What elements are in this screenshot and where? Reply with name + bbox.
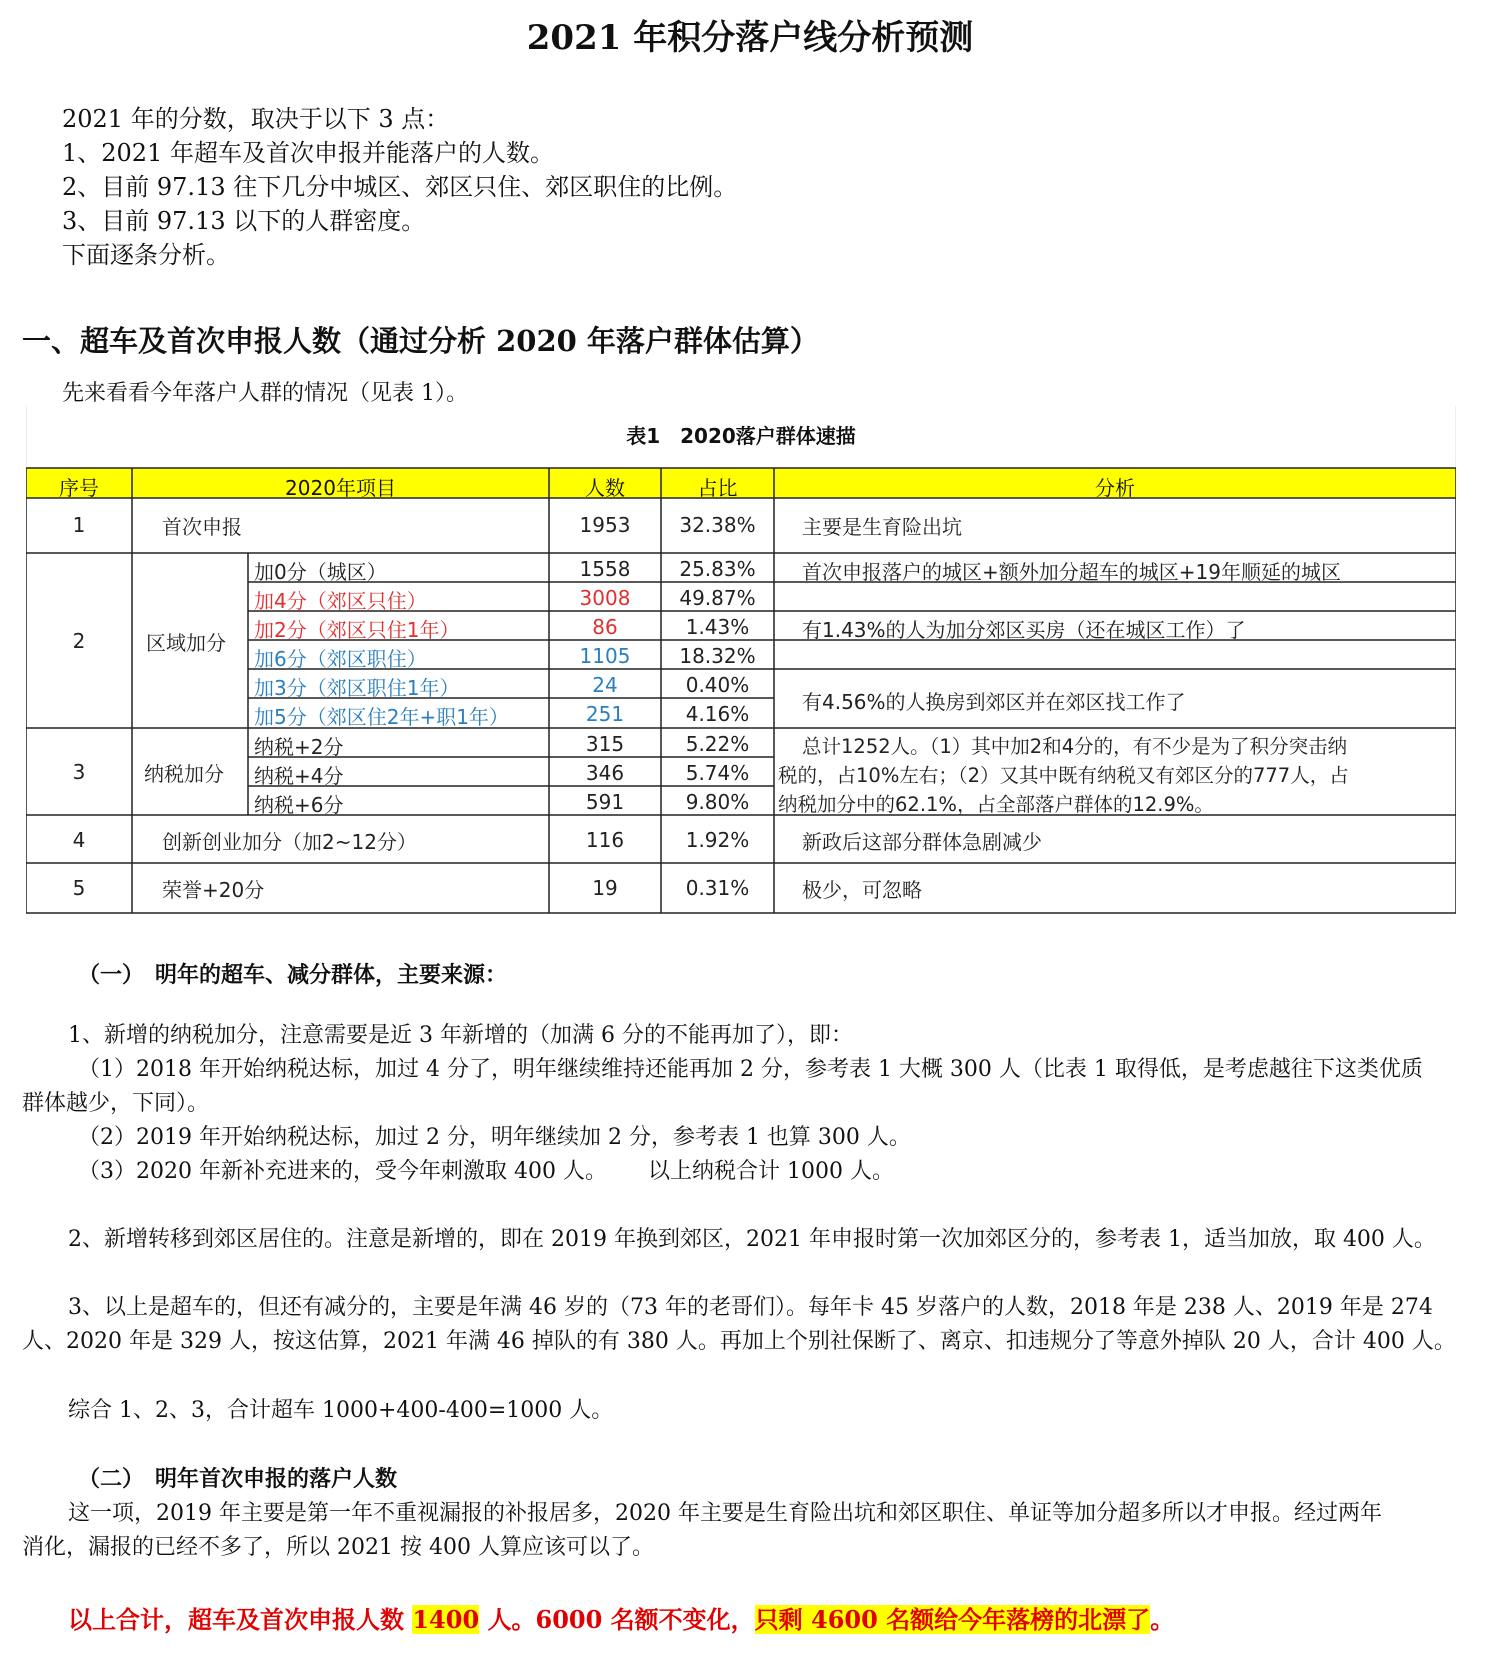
row-percent: 1.92%: [685, 828, 750, 852]
table-caption: 表1 2020落户群体速描: [626, 424, 856, 448]
row-number: 5: [72, 876, 86, 900]
paragraph: 以上纳税合计 1000 人。: [648, 1159, 894, 1184]
row-subitem: 加5分（郊区住2年+职1年）: [254, 705, 509, 729]
row-percent: 5.74%: [685, 761, 750, 785]
paragraph: 人、2020 年是 329 人，按这估算，2021 年满 46 掉队的有 380 人。再加上个别社保断了、离京、扣违规分了等意外掉队 20 人，合计 400 人。: [22, 1329, 1456, 1354]
table-header: 占比: [697, 476, 738, 500]
row-group: 区域加分: [146, 631, 226, 655]
row-item: 荣誉+20分: [162, 878, 265, 902]
row-analysis: 新政后这部分群体急剧减少: [802, 830, 1042, 854]
row-count: 1953: [579, 513, 631, 537]
row-analysis: 有1.43%的人为加分郊区买房（还在城区工作）了: [802, 618, 1246, 642]
intro-line: 下面逐条分析。: [62, 241, 230, 269]
row-analysis: 主要是生育险出坑: [802, 515, 962, 539]
row-percent: 0.31%: [685, 876, 750, 900]
row-count: 19: [592, 876, 618, 900]
section-lead: 先来看看今年落户人群的情况（见表 1）。: [62, 381, 468, 406]
row-percent: 18.32%: [679, 644, 756, 668]
row-analysis: 税的，占10%左右；（2）又其中既有纳税又有郊区分的777人，占: [778, 764, 1349, 787]
highlight-number: 1400: [412, 1605, 480, 1634]
table-header: 分析: [1095, 476, 1135, 500]
row-count: 591: [585, 790, 625, 814]
row-number: 2: [72, 629, 86, 653]
row-count: 1105: [579, 644, 631, 668]
population-table: [26, 406, 1456, 914]
intro-line: 1、2021 年超车及首次申报并能落户的人数。: [62, 139, 554, 167]
intro-line: 2、目前 97.13 往下几分中城区、郊区只住、郊区职住的比例。: [62, 173, 738, 201]
paragraph: （2）2019 年开始纳税达标，加过 2 分，明年继续加 2 分，参考表 1 也算 300 人。: [78, 1125, 911, 1150]
row-count: 3008: [579, 586, 631, 610]
row-analysis: 总计1252人。（1）其中加2和4分的，有不少是为了积分突击纳: [802, 735, 1348, 758]
row-count: 86: [592, 615, 618, 639]
row-count: 315: [585, 732, 625, 756]
row-percent: 0.40%: [685, 673, 750, 697]
intro-line: 3、目前 97.13 以下的人群密度。: [62, 207, 426, 235]
row-subitem: 纳税+6分: [254, 793, 344, 817]
table-header: 序号: [59, 476, 99, 500]
row-subitem: 加6分（郊区职住）: [254, 647, 427, 671]
row-subitem: 加0分（城区）: [254, 560, 387, 584]
row-count: 1558: [579, 557, 631, 581]
paragraph: 消化，漏报的已经不多了，所以 2021 按 400 人算应该可以了。: [22, 1535, 654, 1560]
intro-line: 2021 年的分数，取决于以下 3 点：: [62, 105, 450, 133]
paragraph: 2、新增转移到郊区居住的。注意是新增的，即在 2019 年换到郊区，2021 年申报时第一次加郊区分的，参考表 1，适当加放，取 400 人。: [68, 1227, 1436, 1252]
paragraph: 群体越少，下同）。: [22, 1091, 210, 1116]
page-title: 2021 年积分落户线分析预测: [526, 18, 974, 58]
row-analysis: 有4.56%的人换房到郊区并在郊区找工作了: [802, 690, 1186, 714]
paragraph: 这一项，2019 年主要是第一年不重视漏报的补报居多，2020 年主要是生育险出坑和郊区职住、单证等加分超多所以才申报。经过两年: [68, 1501, 1382, 1526]
row-subitem: 加2分（郊区只住1年）: [254, 618, 460, 642]
row-percent: 5.22%: [685, 732, 750, 756]
paragraph: （1）2018 年开始纳税达标，加过 4 分了，明年继续维持还能再加 2 分，参考表 1 大概 300 人（比表 1 取得低，是考虑越往下这类优质: [78, 1057, 1423, 1082]
row-count: 346: [585, 761, 625, 785]
section-heading: 一、超车及首次申报人数（通过分析 2020 年落户群体估算）: [22, 324, 819, 358]
row-count: 24: [592, 673, 618, 697]
table-header: 2020年项目: [285, 476, 396, 500]
paragraph: 综合 1、2、3，合计超车 1000+400-400=1000 人。: [68, 1398, 614, 1423]
row-percent: 9.80%: [685, 790, 750, 814]
row-analysis: 纳税加分中的62.1%，占全部落户群体的12.9%。: [778, 793, 1214, 816]
row-subitem: 加3分（郊区职住1年）: [254, 676, 460, 700]
conclusion-text: 以上合计，超车及首次申报人数: [68, 1605, 413, 1634]
row-item: 创新创业加分（加2~12分）: [162, 830, 417, 854]
row-percent: 49.87%: [679, 586, 756, 610]
row-count: 116: [585, 828, 625, 852]
row-percent: 4.16%: [685, 702, 750, 726]
table-header: 人数: [585, 476, 625, 500]
row-subitem: 纳税+2分: [254, 735, 344, 759]
conclusion: [68, 1600, 1174, 1635]
row-analysis: 首次申报落户的城区+额外加分超车的城区+19年顺延的城区: [802, 560, 1341, 584]
row-number: 3: [72, 760, 86, 784]
row-subitem: 加4分（郊区只住）: [254, 589, 427, 613]
paragraph: 1、新增的纳税加分，注意需要是近 3 年新增的（加满 6 分的不能再加了），即：: [68, 1023, 853, 1048]
subsection-heading: （二） 明年首次申报的落户人数: [78, 1466, 398, 1492]
row-percent: 25.83%: [679, 557, 756, 581]
subsection-heading: （一） 明年的超车、减分群体，主要来源：: [78, 962, 508, 988]
row-number: 4: [72, 828, 86, 852]
row-count: 251: [585, 702, 625, 726]
row-number: 1: [72, 513, 86, 537]
row-percent: 32.38%: [679, 513, 756, 537]
row-percent: 1.43%: [685, 615, 750, 639]
highlight-phrase: 只剩 4600 名额给今年落榜的北漂了: [754, 1605, 1151, 1634]
row-analysis: 极少，可忽略: [802, 878, 922, 902]
row-subitem: 纳税+4分: [254, 764, 344, 788]
row-item: 首次申报: [162, 515, 242, 539]
conclusion-text: 人。6000 名额不变化，: [479, 1605, 755, 1634]
row-group: 纳税加分: [144, 762, 224, 786]
paragraph: （3）2020 年新补充进来的，受今年刺激取 400 人。: [78, 1159, 607, 1184]
paragraph: 3、以上是超车的，但还有减分的，主要是年满 46 岁的（73 年的老哥们）。每年卡 45 岁落户的人数，2018 年是 238 人、2019 年是 274: [68, 1295, 1433, 1320]
conclusion-text: 。: [1150, 1605, 1175, 1634]
